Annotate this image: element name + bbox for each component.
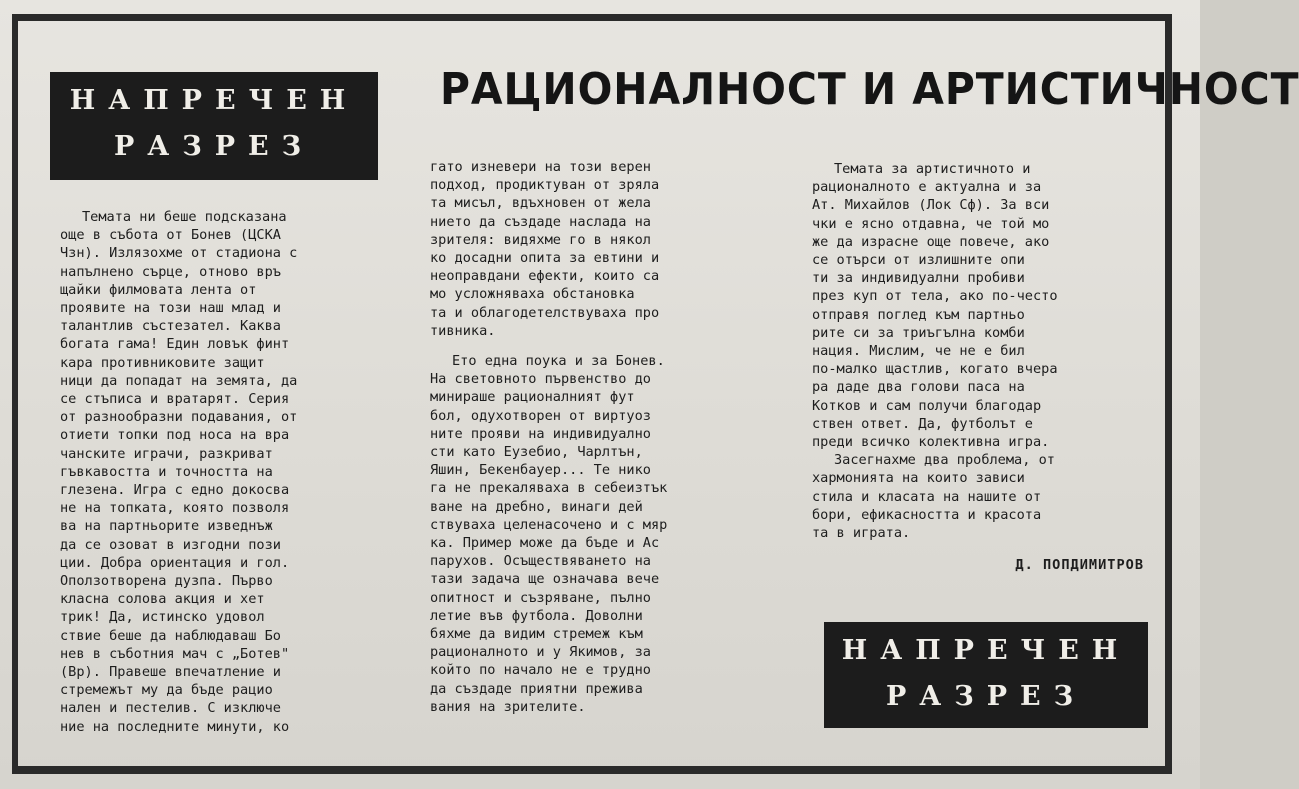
text-line: да създаде приятни прежива: [430, 680, 643, 697]
text-line: та в играта.: [812, 525, 911, 542]
text-line: летие във футбола. Доволни: [430, 607, 643, 624]
text-line: ва на партньорите изведнъж: [60, 518, 273, 535]
rubric-line-1: НАПРЕЧЕН: [841, 635, 1131, 666]
rubric-line-2: РАЗРЕЗ: [113, 131, 315, 162]
text-line: Засегнахме два проблема, от: [834, 452, 1055, 469]
rubric-line-2: РАЗРЕЗ: [885, 681, 1087, 712]
text-line: преди всичко колективна игра.: [812, 434, 1050, 451]
text-line: бори, ефикасността и красота: [812, 506, 1042, 523]
text-line: ствен ответ. Да, футболът е: [812, 415, 1033, 432]
text-line: рационалното е актуална и за: [812, 179, 1042, 196]
rubric-badge-top: [50, 72, 378, 180]
text-line: богата гама! Един ловък финт: [60, 336, 290, 353]
text-line: нев в съботния мач с „Ботев": [60, 645, 290, 662]
text-line: ра даде два голови паса на: [812, 379, 1025, 396]
text-line: нация. Мислим, че не е бил: [812, 343, 1025, 360]
text-line: чанските играчи, разкриват: [60, 445, 273, 462]
text-line: ние на последните минути, ко: [60, 718, 290, 735]
text-line: кара противниковите защит: [60, 354, 265, 371]
text-line: класна солова акция и хет: [60, 591, 265, 608]
text-line: Котков и сам получи благодар: [812, 397, 1042, 414]
text-line: ване на дребно, винаги дей: [430, 498, 643, 515]
text-column-3: [812, 160, 1164, 574]
text-line: ствие беше да наблюдаваш Бо: [60, 627, 281, 644]
text-line: бяхме да видим стремеж към: [430, 626, 643, 643]
text-line: отиети топки под носа на вра: [60, 427, 290, 444]
text-line: през куп от тела, ако по-често: [812, 288, 1058, 305]
text-line: та мисъл, вдъхновен от жела: [430, 195, 651, 212]
text-column-1: [60, 208, 400, 736]
text-line: ции. Добра ориентация и гол.: [60, 554, 290, 571]
text-line: ници да попадат на земята, да: [60, 372, 298, 389]
text-line: Темата за артистичното и: [834, 161, 1031, 177]
text-line: парухов. Осъществяването на: [430, 553, 651, 570]
text-line: Чзн). Излязохме от стадиона с: [60, 245, 298, 262]
text-line: тази задача ще означава вече: [430, 571, 660, 588]
text-line: трик! Да, истинско удовол: [60, 609, 265, 626]
text-line: рите си за триъгълна комби: [812, 324, 1025, 341]
text-line: проявите на този наш млад и: [60, 300, 281, 317]
text-line: га не прекаляваха в себеизтък: [430, 480, 668, 497]
text-line: чки е ясно отдавна, че той мо: [812, 215, 1050, 232]
text-line: ко досадни опита за евтини и: [430, 250, 660, 267]
text-line: гъвкавостта и точността на: [60, 463, 273, 480]
text-line: Ето една поука и за Бонев.: [452, 353, 665, 370]
text-line: се отърси от излишните опи: [812, 252, 1025, 269]
rubric-line-1: НАПРЕЧЕН: [69, 85, 359, 116]
text-line: мо усложняваха обстановка: [430, 286, 635, 303]
text-line: който по начало не е трудно: [430, 662, 651, 679]
text-line: сти като Еузебио, Чарлтън,: [430, 444, 643, 461]
text-line: та и облагодетелствуваха про: [430, 304, 660, 321]
text-line: нието да създаде наслада на: [430, 213, 651, 230]
rubric-badge-bottom: [824, 622, 1148, 728]
text-line: Темата ни беше подсказана: [82, 209, 287, 225]
text-line: стремежът му да бъде рацио: [60, 682, 273, 699]
text-line: На световното първенство до: [430, 371, 651, 388]
text-line: рационалното и у Якимов, за: [430, 644, 651, 661]
text-line: ти за индивидуални пробиви: [812, 270, 1025, 287]
text-line: Оползотворена дузпа. Първо: [60, 573, 273, 590]
text-line: хармонията на които зависи: [812, 470, 1025, 487]
text-line: талантлив състезател. Каква: [60, 318, 281, 335]
text-line: се стъписа и вратарят. Серия: [60, 391, 290, 408]
text-column-2: [430, 158, 780, 716]
text-line: тивника.: [430, 322, 496, 339]
text-line: бол, одухотворен от виртуоз: [430, 407, 651, 424]
text-line: опитност и съзряване, пълно: [430, 589, 651, 606]
text-line: ствуваха целенасочено и с мяр: [430, 516, 668, 533]
text-line: напълнено сърце, отново връ: [60, 263, 281, 280]
text-line: ните прояви на индивидуално: [430, 425, 651, 442]
text-line: минираше рационалният фут: [430, 389, 635, 406]
text-line: да се озоват в изгодни пози: [60, 536, 281, 553]
text-line: зрителя: видяхме го в някол: [430, 231, 651, 248]
text-line: отправя поглед към партньо: [812, 306, 1025, 323]
text-line: же да израсне още повече, ако: [812, 233, 1050, 250]
text-line: по-малко щастлив, когато вчера: [812, 361, 1058, 378]
text-line: (Вр). Правеше впечатление и: [60, 664, 281, 681]
text-line: ка. Пример може да бъде и Ас: [430, 535, 660, 552]
text-line: още в събота от Бонев (ЦСКА: [60, 227, 281, 244]
text-line: нален и пестелив. С изключе: [60, 700, 281, 717]
text-line: подход, продиктуван от зряла: [430, 177, 660, 194]
text-line: глезена. Игра с едно докосва: [60, 482, 290, 499]
text-line: вания на зрителите.: [430, 698, 586, 715]
text-line: Яшин, Бекенбауер... Те нико: [430, 462, 651, 479]
text-line: щайки филмовата лента от: [60, 281, 257, 298]
paragraph-gap: [430, 340, 780, 352]
text-line: гато изневери на този верен: [430, 159, 651, 175]
article-headline: РАЦИОНАЛНОСТ И АРТИСТИЧНОСТ: [440, 64, 1299, 115]
text-line: от разнообразни подавания, от: [60, 409, 298, 426]
text-line: Ат. Михайлов (Лок Сф). За вси: [812, 197, 1050, 214]
text-line: не на топката, която позволя: [60, 500, 290, 517]
author-signature: Д. ПОПДИМИТРОВ: [1015, 557, 1144, 574]
text-line: стила и класата на нашите от: [812, 488, 1042, 505]
text-line: неоправдани ефекти, които са: [430, 268, 660, 285]
